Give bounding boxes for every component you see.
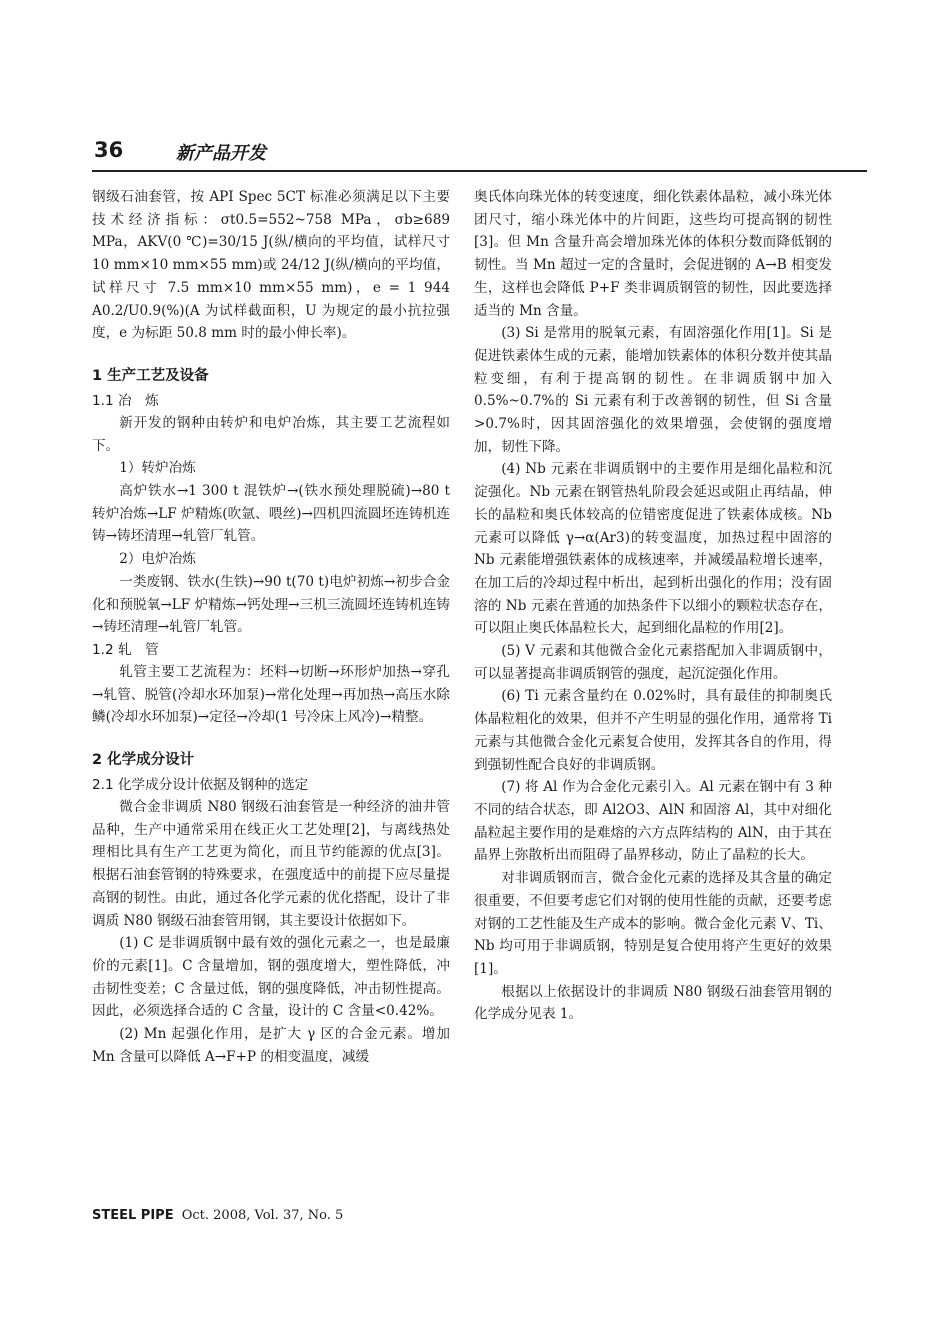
paragraph: 对非调质钢而言，微合金化元素的选择及其含量的确定很重要，不但要考虑它们对钢的使用性能的贡献，还要考虑对钢的工艺性能及生产成本的影响。微合金化元素 V、Ti、Nb 均可用于非调质钢，特别是复合使用将产生更好的效果[1]。 [474, 870, 832, 977]
paragraph: (7) 将 Al 作为合金化元素引入。Al 元素在钢中有 3 种不同的结合状态，即 Al2O3、AlN 和固溶 Al，其中对细化晶粒起主要作用的是难熔的六方点阵结构的 AlN，由于其在晶界上弥散析出而阻碍了晶界移动，防止了晶粒的长大。 [474, 779, 832, 864]
page-footer [92, 1208, 343, 1223]
header-divider [92, 170, 867, 172]
paragraph: (6) Ti 元素含量约在 0.02%时，具有最佳的抑制奥氏体晶粒粗化的效果，但并不产生明显的强化作用，通常将 Ti 元素与其他微合金化元素复合使用，发挥其各自的作用，得到强韧性配合良好的非调质钢。 [474, 688, 832, 773]
paragraph: 奥氏体向珠光体的转变速度，细化铁素体晶粒，减小珠光体团尺寸，缩小珠光体中的片间距，这些均可提高钢的韧性[3]。但 Mn 含量升高会增加珠光体的体积分数而降低钢的韧性。当 Mn 超过一定的含量时，会促进钢的 A→B 相变发生，这样也会降低 P+F 类非调质钢管的韧性，因此要选择适当的 Mn 含量。 [474, 189, 832, 319]
section-2-1-heading: 2.1 化学成分设计依据及钢种的选定 [92, 777, 309, 794]
paragraph: 新开发的钢种由转炉和电炉冶炼，其主要工艺流程如下。 [92, 414, 450, 454]
list-item-heading: 1）转炉冶炼 [119, 460, 196, 477]
paragraph: (2) Mn 起强化作用，是扩大 γ 区的合金元素。增加 Mn 含量可以降低 A→F+P 的相变温度，减缓 [92, 1026, 450, 1065]
section-1-1-heading: 1.1 冶 炼 [92, 392, 159, 409]
page-number: 36 [94, 138, 124, 162]
paragraph: (1) C 是非调质钢中最有效的强化元素之一，也是最廉价的元素[1]。C 含量增加，钢的强度增大，塑性降低，冲击韧性变差；C 含量过低，钢的强度降低，冲击韧性提高。因此，必须选择合适的 C 含量，设计的 C 含量<0.42%。 [92, 935, 450, 1020]
section-2-heading: 2 化学成分设计 [92, 752, 195, 769]
process-flow: 一类废钢、铁水(生铁)→90 t(70 t)电炉初炼→初步合金化和预脱氧→LF 炉精炼→钙处理→三机三流圆坯连铸机连铸→铸坯清理→轧管厂轧管。 [92, 573, 450, 636]
list-item-heading: 2）电炉冶炼 [119, 551, 196, 568]
section-title: 新产品开发 [176, 143, 266, 164]
paragraph: (3) Si 是常用的脱氧元素，有固溶强化作用[1]。Si 是促进铁素体生成的元素，能增加铁素体的体积分数并使其晶粒变细，有利于提高钢的韧性。在非调质钢中加入 0.5%~0.7%的 Si 元素有利于改善钢的韧性，但 Si 含量>0.7%时，因其固溶强化的效果增强，会使钢的强度增加，韧性下降。 [474, 325, 832, 455]
left-column [92, 186, 450, 1069]
intro-paragraph: 钢级石油套管，按 API Spec 5CT 标准必须满足以下主要技术经济指标：σt0.5=552~758 MPa，σb≥689 MPa，AKV(0 ℃)=30/15 J(纵/横向的平均值，试样尺寸 10 mm×10 mm×55 mm)或 24/12 J(纵/横向的平均值，试样尺寸 7.5 mm×10 mm×55 mm)，e = 1 944 A0.2/U0.9(%)(A 为试样截面积，U 为规定的最小抗拉强度，e 为标距 50.8 mm 时的最小伸长率)。 [92, 189, 450, 342]
paragraph: (5) V 元素和其他微合金化元素搭配加入非调质钢中，可以显著提高非调质钢管的强度，起沉淀强化作用。 [474, 643, 832, 682]
process-flow: 高炉铁水→1 300 t 混铁炉→(铁水预处理脱硫)→80 t 转炉冶炼→LF 炉精炼(吹氩、喂丝)→四机四流圆坯连铸机连铸→铸坯清理→轧管厂轧管。 [92, 483, 450, 545]
journal-name: STEEL PIPE [92, 1208, 174, 1223]
section-1-2-heading: 1.2 轧 管 [92, 641, 159, 658]
right-column [474, 186, 832, 1026]
page-header [92, 136, 872, 168]
paragraph: 根据以上依据设计的非调质 N80 钢级石油套管用钢的化学成分见表 1。 [474, 983, 832, 1023]
paragraph: 轧管主要工艺流程为：坯料→切断→环形炉加热→穿孔→轧管、脱管(冷却水环加泵)→常化处理→再加热→高压水除鳞(冷却水环加泵)→定径→冷却(1 号冷床上风冷)→精整。 [92, 663, 450, 726]
journal-issue: Oct. 2008, Vol. 37, No. 5 [181, 1208, 344, 1223]
paragraph: 微合金非调质 N80 钢级石油套管是一种经济的油井管品种，生产中通常采用在线正火工艺处理[2]，与离线热处理相比具有生产工艺更为简化，而且节约能源的优点[3]。根据石油套管钢的特殊要求，在强度适中的前提下应尽量提高钢的韧性。由此，通过各化学元素的优化搭配，设计了非调质 N80 钢级石油套管用钢，其主要设计依据如下。 [92, 799, 450, 929]
section-1-heading: 1 生产工艺及设备 [92, 367, 209, 384]
paragraph: (4) Nb 元素在非调质钢中的主要作用是细化晶粒和沉淀强化。Nb 元素在钢管热轧阶段会延迟或阻止再结晶，伸长的晶粒和奥氏体较高的位错密度促进了铁素体成核。Nb 元素可以降低 γ→α(Ar3)的转变温度，加热过程中固溶的 Nb 元素能增强铁素体的成核速率，并减缓晶粒增长速率，在加工后的冷却过程中析出，起到析出强化的作用；没有固溶的 Nb 元素在普通的加热条件下以细小的颗粒状态存在，可以阻止奥氏体晶粒长大，起到细化晶粒的作用[2]。 [474, 461, 832, 637]
